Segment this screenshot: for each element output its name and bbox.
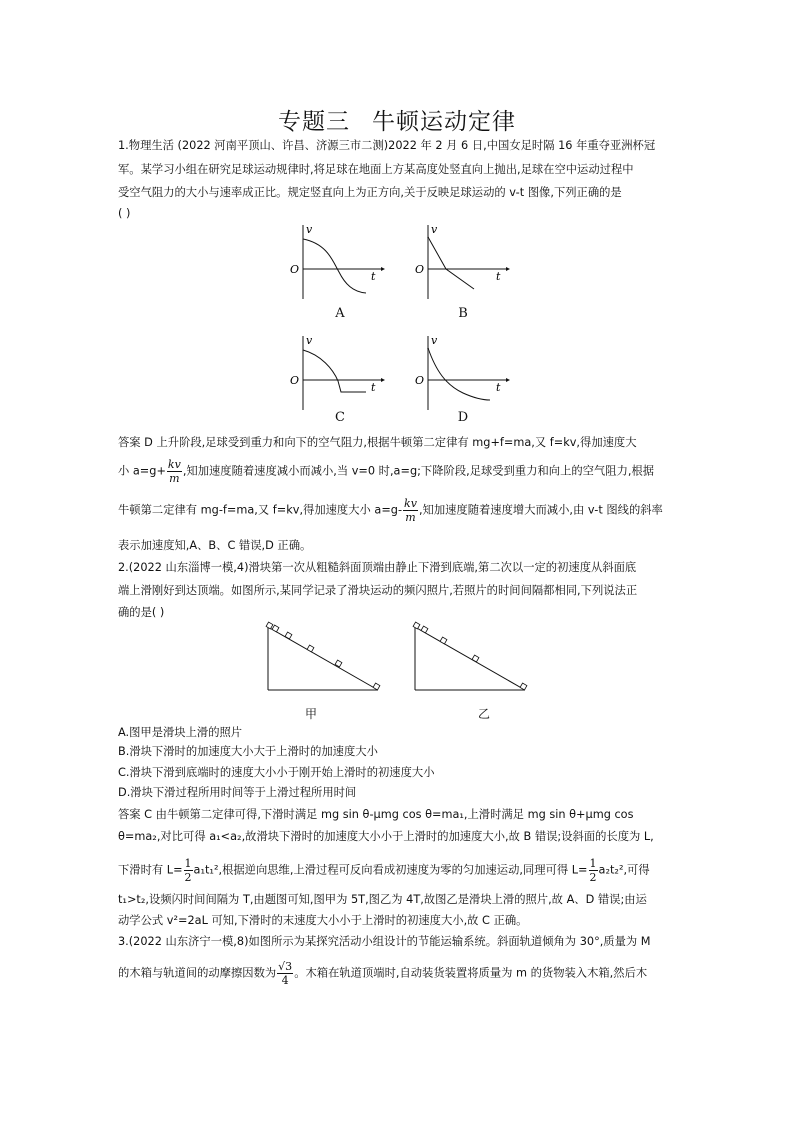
page-title xyxy=(0,103,794,136)
graph-a xyxy=(283,222,393,306)
graph-b-label: B xyxy=(458,306,468,321)
graph-d-label: D xyxy=(457,410,469,425)
q2-line-3: 确的是( ) xyxy=(118,606,165,619)
denominator: 4 xyxy=(281,974,289,987)
q1-answer-line-3 xyxy=(118,497,663,524)
fraction-sqrt3-over-4 xyxy=(277,960,293,987)
title-part1: 专题三 xyxy=(278,109,350,135)
incline-figure-yi xyxy=(409,620,534,699)
text: a₂t₂²,可得 xyxy=(598,863,650,877)
denominator: m xyxy=(405,511,416,524)
origin-label: O xyxy=(290,374,300,387)
t-axis-label: t xyxy=(496,381,501,394)
q2-answer-line-3 xyxy=(118,857,650,884)
fraction-kv-over-m xyxy=(167,458,182,485)
q1-line-2: 军。某学习小组在研究足球运动规律时,将足球在地面上方某高度处竖直向上抛出,足球在空中运动过程中 xyxy=(118,163,634,176)
denominator: 2 xyxy=(184,871,192,884)
fraction-kv-over-m xyxy=(403,497,418,524)
q2-answer-line-5: 动学公式 v²=2aL 可知,下滑时的末速度大小小于上滑时的初速度大小,故 C 正确。 xyxy=(118,914,528,927)
graph-a-label: A xyxy=(335,306,345,321)
denominator: 2 xyxy=(589,871,597,884)
numerator: kv xyxy=(404,497,417,510)
q2-option-d: D.滑块下滑过程所用时间等于上滑过程所用时间 xyxy=(118,786,357,799)
origin-label: O xyxy=(415,374,425,387)
q1-answer-line-1: 答案 D 上升阶段,足球受到重力和向下的空气阻力,根据牛顿第二定律有 mg+f=ma,又 f=kv,得加速度大 xyxy=(118,436,637,449)
text: 小 a=g+ xyxy=(118,464,166,478)
q1-line-1: 1.物理生活 (2022 河南平顶山、许昌、济源三市二测)2022 年 2 月 6 日,中国女足时隔 16 年重夺亚洲杯冠 xyxy=(118,139,656,152)
q2-line-2: 端上滑刚好到达顶端。如图所示,某同学记录了滑块运动的频闪照片,若照片的时间间隔都相同,下列说法正 xyxy=(118,584,638,597)
title-part2: 牛顿运动定律 xyxy=(372,109,516,135)
q2-answer-line-2: θ=ma₂,对比可得 a₁<a₂,故滑块下滑时的加速度大小小于上滑时的加速度大小,故 B 错误;设斜面的长度为 L, xyxy=(118,830,654,843)
text: ,知加速度随着速度增大而减小,由 v-t 图线的斜率 xyxy=(418,503,663,517)
vt-graph-d xyxy=(408,333,518,413)
numerator: kv xyxy=(167,458,181,471)
graph-c xyxy=(283,333,393,417)
q2-line-1: 2.(2022 山东淄博一模,4)滑块第一次从粗糙斜面顶端由静止下滑到底端,第二次以一定的初速度从斜面底 xyxy=(118,561,637,574)
q1-answer-line-4: 表示加速度知,A、B、C 错误,D 正确。 xyxy=(118,539,312,552)
t-axis-label: t xyxy=(371,381,376,394)
v-axis-label: v xyxy=(306,334,313,347)
text: 牛顿第二定律有 mg-f=ma,又 f=kv,得加速度大小 a=g- xyxy=(118,503,403,517)
numerator: 1 xyxy=(589,857,597,870)
q1-answer-line-2 xyxy=(118,458,654,485)
text: 的木箱与轨道间的动摩擦因数为 xyxy=(118,966,277,980)
text: 。木箱在轨道顶端时,自动装货装置将质量为 m 的货物装入木箱,然后木 xyxy=(294,966,648,980)
graph-c-label: C xyxy=(335,410,345,425)
graph-d xyxy=(408,333,518,417)
q2-answer-line-4: t₁>t₂,设频闪时间间隔为 T,由题图可知,图甲为 5T,图乙为 4T,故图乙是滑块上滑的照片,故 A、D 错误;由运 xyxy=(118,893,647,906)
text: 下滑时有 L= xyxy=(118,863,183,877)
numerator: 1 xyxy=(184,857,192,870)
numerator: √3 xyxy=(278,960,293,973)
q2-option-c: C.滑块下滑到底端时的速度大小小于刚开始上滑时的初速度大小 xyxy=(118,766,435,779)
figure-jia-label: 甲 xyxy=(305,707,318,721)
vt-graph-a xyxy=(283,222,393,302)
figure-yi-label: 乙 xyxy=(478,707,491,721)
vt-graph-c xyxy=(283,333,393,413)
incline-diagram-yi xyxy=(409,620,534,695)
q2-option-b: B.滑块下滑时的加速度大小大于上滑时的加速度大小 xyxy=(118,745,378,758)
q1-line-3: 受空气阻力的大小与速率成正比。规定竖直向上为正方向,关于反映足球运动的 v-t 图像,下列正确的是 xyxy=(118,186,622,199)
q2-option-a: A.图甲是滑块上滑的照片 xyxy=(118,726,243,739)
q3-line-1: 3.(2022 山东济宁一模,8)如图所示为某探究活动小组设计的节能运输系统。斜面轨道倾角为 30°,质量为 M xyxy=(118,935,651,948)
incline-diagram-jia xyxy=(262,620,387,695)
t-axis-label: t xyxy=(371,270,376,283)
fraction-one-half xyxy=(184,857,193,884)
origin-label: O xyxy=(415,263,425,276)
vt-graph-b xyxy=(408,222,518,302)
v-axis-label: v xyxy=(431,334,438,347)
fraction-one-half xyxy=(589,857,598,884)
text: a₁t₁²,根据逆向思维,上滑过程可反向看成初速度为零的匀加速运动,同理可得 L= xyxy=(193,863,588,877)
text: ,知加速度随着速度减小而减小,当 v=0 时,a=g;下降阶段,足球受到重力和向上的空气阻力,根据 xyxy=(182,464,655,478)
q1-line-4: ( ) xyxy=(118,207,131,220)
incline-figure-jia xyxy=(262,620,387,699)
denominator: m xyxy=(169,472,180,485)
q3-line-2 xyxy=(118,960,647,987)
q2-answer-line-1: 答案 C 由牛顿第二定律可得,下滑时满足 mg sin θ-μmg cos θ=ma₁,上滑时满足 mg sin θ+μmg cos xyxy=(118,808,634,821)
v-axis-label: v xyxy=(431,223,438,236)
t-axis-label: t xyxy=(496,270,501,283)
graph-b xyxy=(408,222,518,306)
origin-label: O xyxy=(290,263,300,276)
v-axis-label: v xyxy=(306,223,313,236)
